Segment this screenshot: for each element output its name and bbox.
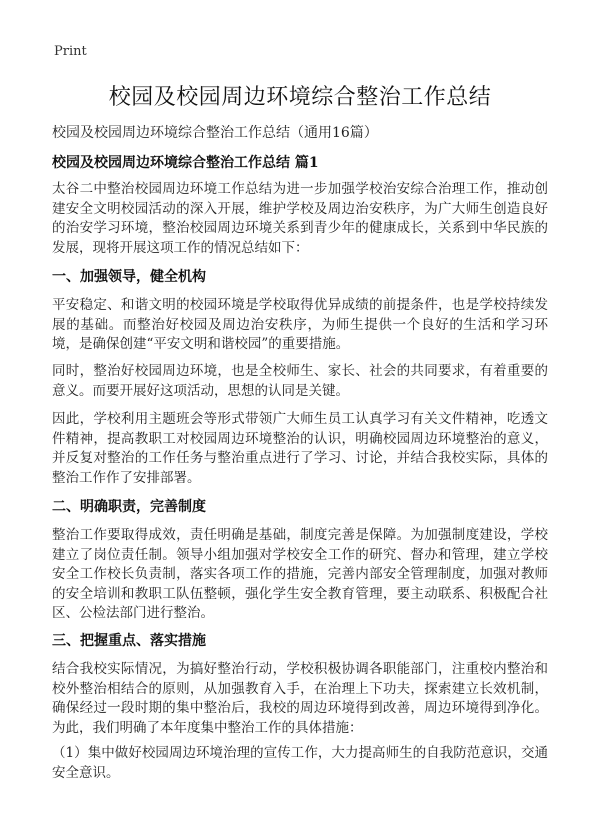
paragraph-6: （1）集中做好校园周边环境治理的宣传工作，大力提高师生的自我防范意识，交通安全意识。 bbox=[52, 745, 548, 781]
paragraph-2: 同时，整治好校园周边环境，也是全校师生、家长、社会的共同要求，有着重要的意义。而要开展好这项活动，思想的认同是关键。 bbox=[52, 363, 548, 399]
article-heading: 校园及校园周边环境综合整治工作总结 篇1 bbox=[52, 155, 319, 171]
section-heading-1: 一、加强领导，健全机构 bbox=[52, 269, 206, 285]
paragraph-1: 平安稳定、和谐文明的校园环境是学校取得优异成绩的前提条件，也是学校持续发展的基础。而整治好校园及周边治安秩序，为师生提供一个良好的生活和学习环境，是确保创建“平安文明和谐校园”的重要措施。 bbox=[52, 297, 548, 352]
paragraph-3: 因此，学校利用主题班会等形式带领广大师生员工认真学习有关文件精神，吃透文件精神，提高教职工对校园周边环境整治的认识，明确校园周边环境整治的意义，并反复对整治的工作任务与整治重点进行了学习、讨论，并结合我校实际，具体的整治工作作了安排部署。 bbox=[52, 411, 548, 486]
document-subtitle: 校园及校园周边环境综合整治工作总结（通用16篇） bbox=[52, 125, 378, 141]
paragraph-4: 整治工作要取得成效，责任明确是基础，制度完善是保障。为加强制度建设，学校建立了岗位责任制。领导小组加强对学校安全工作的研究、督办和管理，建立学校安全工作校长负责制，落实各项工作的措施，完善内部安全管理制度，加强对教师的安全培训和教职工队伍整顿，强化学生安全教育管理，要主动联系、积极配合社区、公检法部门进行整治。 bbox=[52, 527, 548, 621]
section-heading-3: 三、把握重点、落实措施 bbox=[52, 633, 206, 649]
document-title: 校园及校园周边环境综合整治工作总结 bbox=[108, 85, 492, 110]
print-link[interactable]: Print bbox=[54, 44, 87, 59]
section-heading-2: 二、明确职责，完善制度 bbox=[52, 499, 206, 515]
paragraph-5: 结合我校实际情况，为搞好整治行动，学校积极协调各职能部门，注重校内整治和校外整治相结合的原则，从加强教育入手，在治理上下功夫，探索建立长效机制，确保经过一段时期的集中整治后，我校的周边环境得到改善，周边环境得到净化。为此，我们明确了本年度集中整治工作的具体措施： bbox=[52, 661, 548, 736]
paragraph-intro: 太谷二中整治校园周边环境工作总结为进一步加强学校治安综合治理工作，推动创建安全文明校园活动的深入开展，维护学校及周边治安秩序，为广大师生创造良好的治安学习环境，整治校园周边环境关系到青少年的健康成长，关系到中华民族的发展，现将开展这项工作的情况总结如下： bbox=[52, 181, 548, 256]
